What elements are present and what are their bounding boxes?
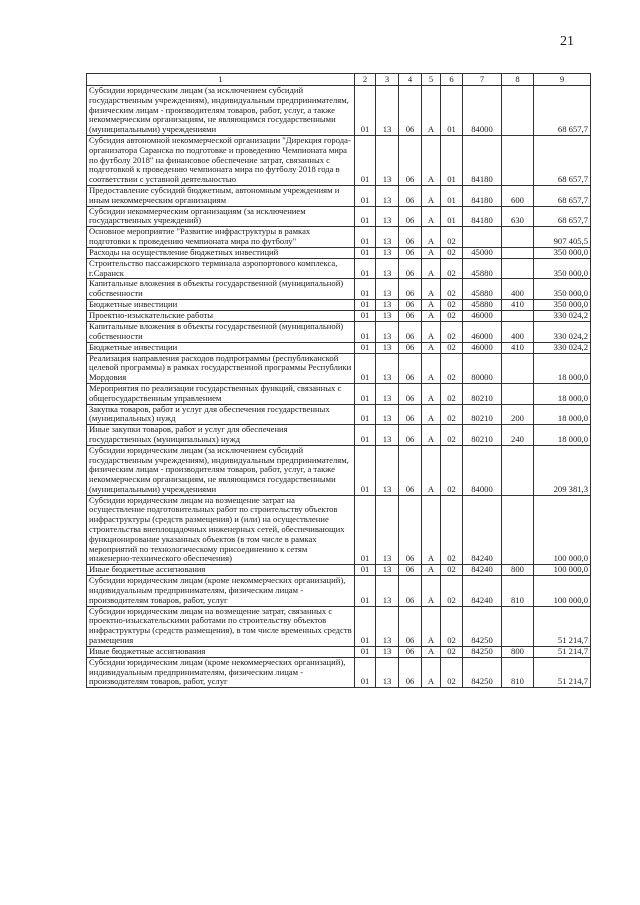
code-8 [502, 86, 534, 136]
column-header: 6 [441, 74, 463, 86]
code-4: 06 [399, 342, 422, 353]
code-3: 13 [376, 279, 399, 300]
code-4: 06 [399, 606, 422, 646]
code-7: 84000 [463, 86, 502, 136]
code-7: 84250 [463, 657, 502, 687]
code-7: 80210 [463, 425, 502, 446]
code-6: 02 [441, 646, 463, 657]
table-row [87, 321, 591, 342]
code-8: 600 [502, 185, 534, 206]
code-6: 02 [441, 299, 463, 310]
row-description: Реализация направления расходов подпрограммы (республиканской целевой программы) в рамках государственной программы Республики Мордовия [87, 353, 355, 383]
code-7: 84240 [463, 565, 502, 576]
code-4: 06 [399, 383, 422, 404]
code-6: 02 [441, 321, 463, 342]
table-row [87, 310, 591, 321]
code-5: А [422, 425, 441, 446]
code-4: 06 [399, 425, 422, 446]
amount: 100 000,0 [534, 495, 591, 565]
code-5: А [422, 565, 441, 576]
row-description: Проектно-изыскательские работы [87, 310, 355, 321]
code-4: 06 [399, 258, 422, 279]
code-3: 13 [376, 135, 399, 185]
code-5: А [422, 279, 441, 300]
code-7: 84180 [463, 135, 502, 185]
code-7: 84240 [463, 495, 502, 565]
code-8 [502, 445, 534, 495]
code-2: 01 [355, 576, 376, 606]
row-description: Предоставление субсидий бюджетным, автономным учреждениям и иным некоммерческим организациям [87, 185, 355, 206]
code-7: 84250 [463, 606, 502, 646]
code-2: 01 [355, 227, 376, 248]
column-header: 5 [422, 74, 441, 86]
code-6: 02 [441, 495, 463, 565]
code-7: 80000 [463, 353, 502, 383]
column-header: 7 [463, 74, 502, 86]
code-7: 84240 [463, 576, 502, 606]
code-2: 01 [355, 657, 376, 687]
code-8: 630 [502, 206, 534, 227]
code-6: 02 [441, 576, 463, 606]
amount: 18 000,0 [534, 425, 591, 446]
code-3: 13 [376, 86, 399, 136]
code-2: 01 [355, 258, 376, 279]
table-row [87, 206, 591, 227]
code-7: 46000 [463, 321, 502, 342]
table-row [87, 299, 591, 310]
amount: 68 657,7 [534, 86, 591, 136]
code-8: 800 [502, 565, 534, 576]
code-5: А [422, 247, 441, 258]
code-4: 06 [399, 135, 422, 185]
column-header: 8 [502, 74, 534, 86]
code-3: 13 [376, 310, 399, 321]
code-3: 13 [376, 185, 399, 206]
table-row [87, 495, 591, 565]
code-8: 240 [502, 425, 534, 446]
code-7: 80210 [463, 383, 502, 404]
amount: 68 657,7 [534, 206, 591, 227]
code-8 [502, 383, 534, 404]
table-row [87, 185, 591, 206]
code-5: А [422, 299, 441, 310]
code-6: 02 [441, 425, 463, 446]
code-5: А [422, 227, 441, 248]
table-row [87, 576, 591, 606]
code-6: 02 [441, 342, 463, 353]
code-2: 01 [355, 310, 376, 321]
code-7: 45000 [463, 247, 502, 258]
code-5: А [422, 606, 441, 646]
code-7: 46000 [463, 342, 502, 353]
code-4: 06 [399, 404, 422, 425]
code-2: 01 [355, 135, 376, 185]
code-3: 13 [376, 576, 399, 606]
code-2: 01 [355, 206, 376, 227]
code-2: 01 [355, 404, 376, 425]
table-row [87, 404, 591, 425]
row-description: Субсидии юридическим лицам (кроме некоммерческих организаций), индивидуальным предпринимателям, физическим лицам - производителям товаров, работ, услуг [87, 576, 355, 606]
code-2: 01 [355, 321, 376, 342]
row-description: Субсидии юридическим лицам (за исключением субсидий государственным учреждениям), индивидуальным предпринимателям, физическим лицам - производителям товаров, работ, услуг, а также некоммерческим организациям, не являющимся государственными (муниципальными) учреждениями [87, 445, 355, 495]
code-3: 13 [376, 247, 399, 258]
code-8 [502, 606, 534, 646]
code-8 [502, 353, 534, 383]
amount: 68 657,7 [534, 185, 591, 206]
amount: 51 214,7 [534, 646, 591, 657]
row-description: Строительство пассажирского терминала аэропортового комплекса, г.Саранск [87, 258, 355, 279]
code-3: 13 [376, 321, 399, 342]
code-7: 84000 [463, 445, 502, 495]
code-8: 810 [502, 657, 534, 687]
amount: 18 000,0 [534, 404, 591, 425]
page-number: 21 [560, 34, 574, 49]
code-2: 01 [355, 495, 376, 565]
code-5: А [422, 185, 441, 206]
row-description: Субсидии юридическим лицам на возмещение затрат, связанных с проектно-изыскательскими работами по строительству объектов инфраструктуры (средств размещения), в том числе временных средств размещения [87, 606, 355, 646]
code-7: 45880 [463, 279, 502, 300]
table-row [87, 247, 591, 258]
code-4: 06 [399, 495, 422, 565]
column-header: 2 [355, 74, 376, 86]
amount: 330 024,2 [534, 342, 591, 353]
amount: 51 214,7 [534, 606, 591, 646]
table-row [87, 657, 591, 687]
code-8: 810 [502, 576, 534, 606]
code-4: 06 [399, 227, 422, 248]
code-3: 13 [376, 227, 399, 248]
row-description: Бюджетные инвестиции [87, 299, 355, 310]
amount: 209 381,3 [534, 445, 591, 495]
row-description: Субсидии юридическим лицам (за исключением субсидий государственным учреждениям), индивидуальным предпринимателям, физическим лицам - производителям товаров, работ, услуг, а также некоммерческим организациям, не являющимся государственными (муниципальными) учреждениями [87, 86, 355, 136]
code-7: 84180 [463, 206, 502, 227]
code-8: 200 [502, 404, 534, 425]
code-4: 06 [399, 646, 422, 657]
code-5: А [422, 258, 441, 279]
code-6: 02 [441, 258, 463, 279]
table-row [87, 86, 591, 136]
table-row [87, 383, 591, 404]
code-2: 01 [355, 86, 376, 136]
code-3: 13 [376, 657, 399, 687]
code-4: 06 [399, 321, 422, 342]
code-2: 01 [355, 353, 376, 383]
code-3: 13 [376, 646, 399, 657]
code-6: 02 [441, 383, 463, 404]
code-7: 46000 [463, 310, 502, 321]
code-4: 06 [399, 185, 422, 206]
code-8: 400 [502, 279, 534, 300]
code-2: 01 [355, 299, 376, 310]
code-3: 13 [376, 565, 399, 576]
row-description: Иные бюджетные ассигнования [87, 646, 355, 657]
row-description: Основное мероприятие "Развитие инфраструктуры в рамках подготовки к проведению чемпионата мира по футболу" [87, 227, 355, 248]
code-4: 06 [399, 310, 422, 321]
amount: 350 000,0 [534, 279, 591, 300]
row-description: Капитальные вложения в объекты государственной (муниципальной) собственности [87, 279, 355, 300]
code-2: 01 [355, 425, 376, 446]
code-7: 80210 [463, 404, 502, 425]
code-5: А [422, 383, 441, 404]
row-description: Субсидии юридическим лицам на возмещение затрат на осуществление подготовительных работ по строительству объектов инфраструктуры (средств размещения) и (или) на осуществление строительства внеплощадочных инженерных сетей, обеспечивающих функционирование указанных объектов (в том числе в рамках мероприятий по технологическому присоединению к сетям инженерно-технического обеспечения) [87, 495, 355, 565]
code-6: 01 [441, 86, 463, 136]
code-4: 06 [399, 445, 422, 495]
table-header-row [87, 74, 591, 86]
amount: 68 657,7 [534, 135, 591, 185]
code-7 [463, 227, 502, 248]
code-6: 02 [441, 227, 463, 248]
code-6: 02 [441, 247, 463, 258]
code-5: А [422, 321, 441, 342]
code-5: А [422, 646, 441, 657]
code-5: А [422, 657, 441, 687]
amount: 350 000,0 [534, 299, 591, 310]
amount: 18 000,0 [534, 353, 591, 383]
code-6: 02 [441, 310, 463, 321]
code-4: 06 [399, 353, 422, 383]
code-4: 06 [399, 576, 422, 606]
code-5: А [422, 310, 441, 321]
code-2: 01 [355, 606, 376, 646]
code-3: 13 [376, 425, 399, 446]
row-description: Иные закупки товаров, работ и услуг для обеспечения государственных (муниципальных) нужд [87, 425, 355, 446]
row-description: Субсидия автономной некоммерческой организации "Дирекция города-организатора Саранска по подготовке и проведению Чемпионата мира по футболу 2018" на финансовое обеспечение затрат, связанных с подготовкой к проведению чемпионата мира по футболу 2018 года в соответствии с уставной деятельностью [87, 135, 355, 185]
row-description: Субсидии некоммерческим организациям (за исключением государственных учреждений) [87, 206, 355, 227]
amount: 18 000,0 [534, 383, 591, 404]
column-header: 3 [376, 74, 399, 86]
code-6: 02 [441, 606, 463, 646]
amount: 330 024,2 [534, 310, 591, 321]
code-7: 45880 [463, 258, 502, 279]
code-7: 45880 [463, 299, 502, 310]
row-description: Иные бюджетные ассигнования [87, 565, 355, 576]
code-6: 01 [441, 206, 463, 227]
code-3: 13 [376, 383, 399, 404]
code-6: 01 [441, 135, 463, 185]
code-4: 06 [399, 206, 422, 227]
code-5: А [422, 404, 441, 425]
code-7: 84250 [463, 646, 502, 657]
code-2: 01 [355, 445, 376, 495]
code-6: 01 [441, 185, 463, 206]
table-row [87, 135, 591, 185]
code-8: 400 [502, 321, 534, 342]
table-row [87, 279, 591, 300]
amount: 100 000,0 [534, 565, 591, 576]
code-5: А [422, 576, 441, 606]
code-5: А [422, 342, 441, 353]
code-4: 06 [399, 279, 422, 300]
code-6: 02 [441, 565, 463, 576]
column-header: 4 [399, 74, 422, 86]
code-8 [502, 495, 534, 565]
code-8 [502, 258, 534, 279]
table-row [87, 565, 591, 576]
code-2: 01 [355, 342, 376, 353]
amount: 350 000,0 [534, 247, 591, 258]
code-2: 01 [355, 185, 376, 206]
code-5: А [422, 206, 441, 227]
row-description: Субсидии юридическим лицам (кроме некоммерческих организаций), индивидуальным предпринимателям, физическим лицам - производителям товаров, работ, услуг [87, 657, 355, 687]
table-row [87, 425, 591, 446]
amount: 51 214,7 [534, 657, 591, 687]
code-8 [502, 310, 534, 321]
code-5: А [422, 86, 441, 136]
amount: 100 000,0 [534, 576, 591, 606]
code-8: 800 [502, 646, 534, 657]
code-6: 02 [441, 445, 463, 495]
table-row [87, 353, 591, 383]
code-3: 13 [376, 299, 399, 310]
row-description: Капитальные вложения в объекты государственной (муниципальной) собственности [87, 321, 355, 342]
column-header: 1 [87, 74, 355, 86]
code-5: А [422, 495, 441, 565]
code-7: 84180 [463, 185, 502, 206]
code-4: 06 [399, 299, 422, 310]
code-2: 01 [355, 383, 376, 404]
code-3: 13 [376, 404, 399, 425]
code-3: 13 [376, 353, 399, 383]
code-6: 02 [441, 353, 463, 383]
code-5: А [422, 135, 441, 185]
code-2: 01 [355, 646, 376, 657]
code-4: 06 [399, 565, 422, 576]
amount: 330 024,2 [534, 321, 591, 342]
code-6: 02 [441, 279, 463, 300]
code-4: 06 [399, 86, 422, 136]
code-8 [502, 135, 534, 185]
row-description: Расходы на осуществление бюджетных инвестиций [87, 247, 355, 258]
table-row [87, 227, 591, 248]
table-row [87, 258, 591, 279]
code-2: 01 [355, 565, 376, 576]
code-5: А [422, 353, 441, 383]
code-8: 410 [502, 342, 534, 353]
row-description: Мероприятия по реализации государственных функций, связанных с общегосударственным управлением [87, 383, 355, 404]
table-row [87, 646, 591, 657]
code-3: 13 [376, 606, 399, 646]
code-3: 13 [376, 445, 399, 495]
code-3: 13 [376, 258, 399, 279]
table-row [87, 342, 591, 353]
code-5: А [422, 445, 441, 495]
row-description: Бюджетные инвестиции [87, 342, 355, 353]
code-3: 13 [376, 495, 399, 565]
code-8 [502, 247, 534, 258]
column-header: 9 [534, 74, 591, 86]
code-4: 06 [399, 247, 422, 258]
code-3: 13 [376, 342, 399, 353]
code-4: 06 [399, 657, 422, 687]
amount: 350 000,0 [534, 258, 591, 279]
amount: 907 405,5 [534, 227, 591, 248]
budget-table [86, 73, 591, 688]
code-8: 410 [502, 299, 534, 310]
table-row [87, 606, 591, 646]
row-description: Закупка товаров, работ и услуг для обеспечения государственных (муниципальных) нужд [87, 404, 355, 425]
code-2: 01 [355, 279, 376, 300]
code-6: 02 [441, 404, 463, 425]
code-3: 13 [376, 206, 399, 227]
code-6: 02 [441, 657, 463, 687]
code-8 [502, 227, 534, 248]
table-row [87, 445, 591, 495]
code-2: 01 [355, 247, 376, 258]
